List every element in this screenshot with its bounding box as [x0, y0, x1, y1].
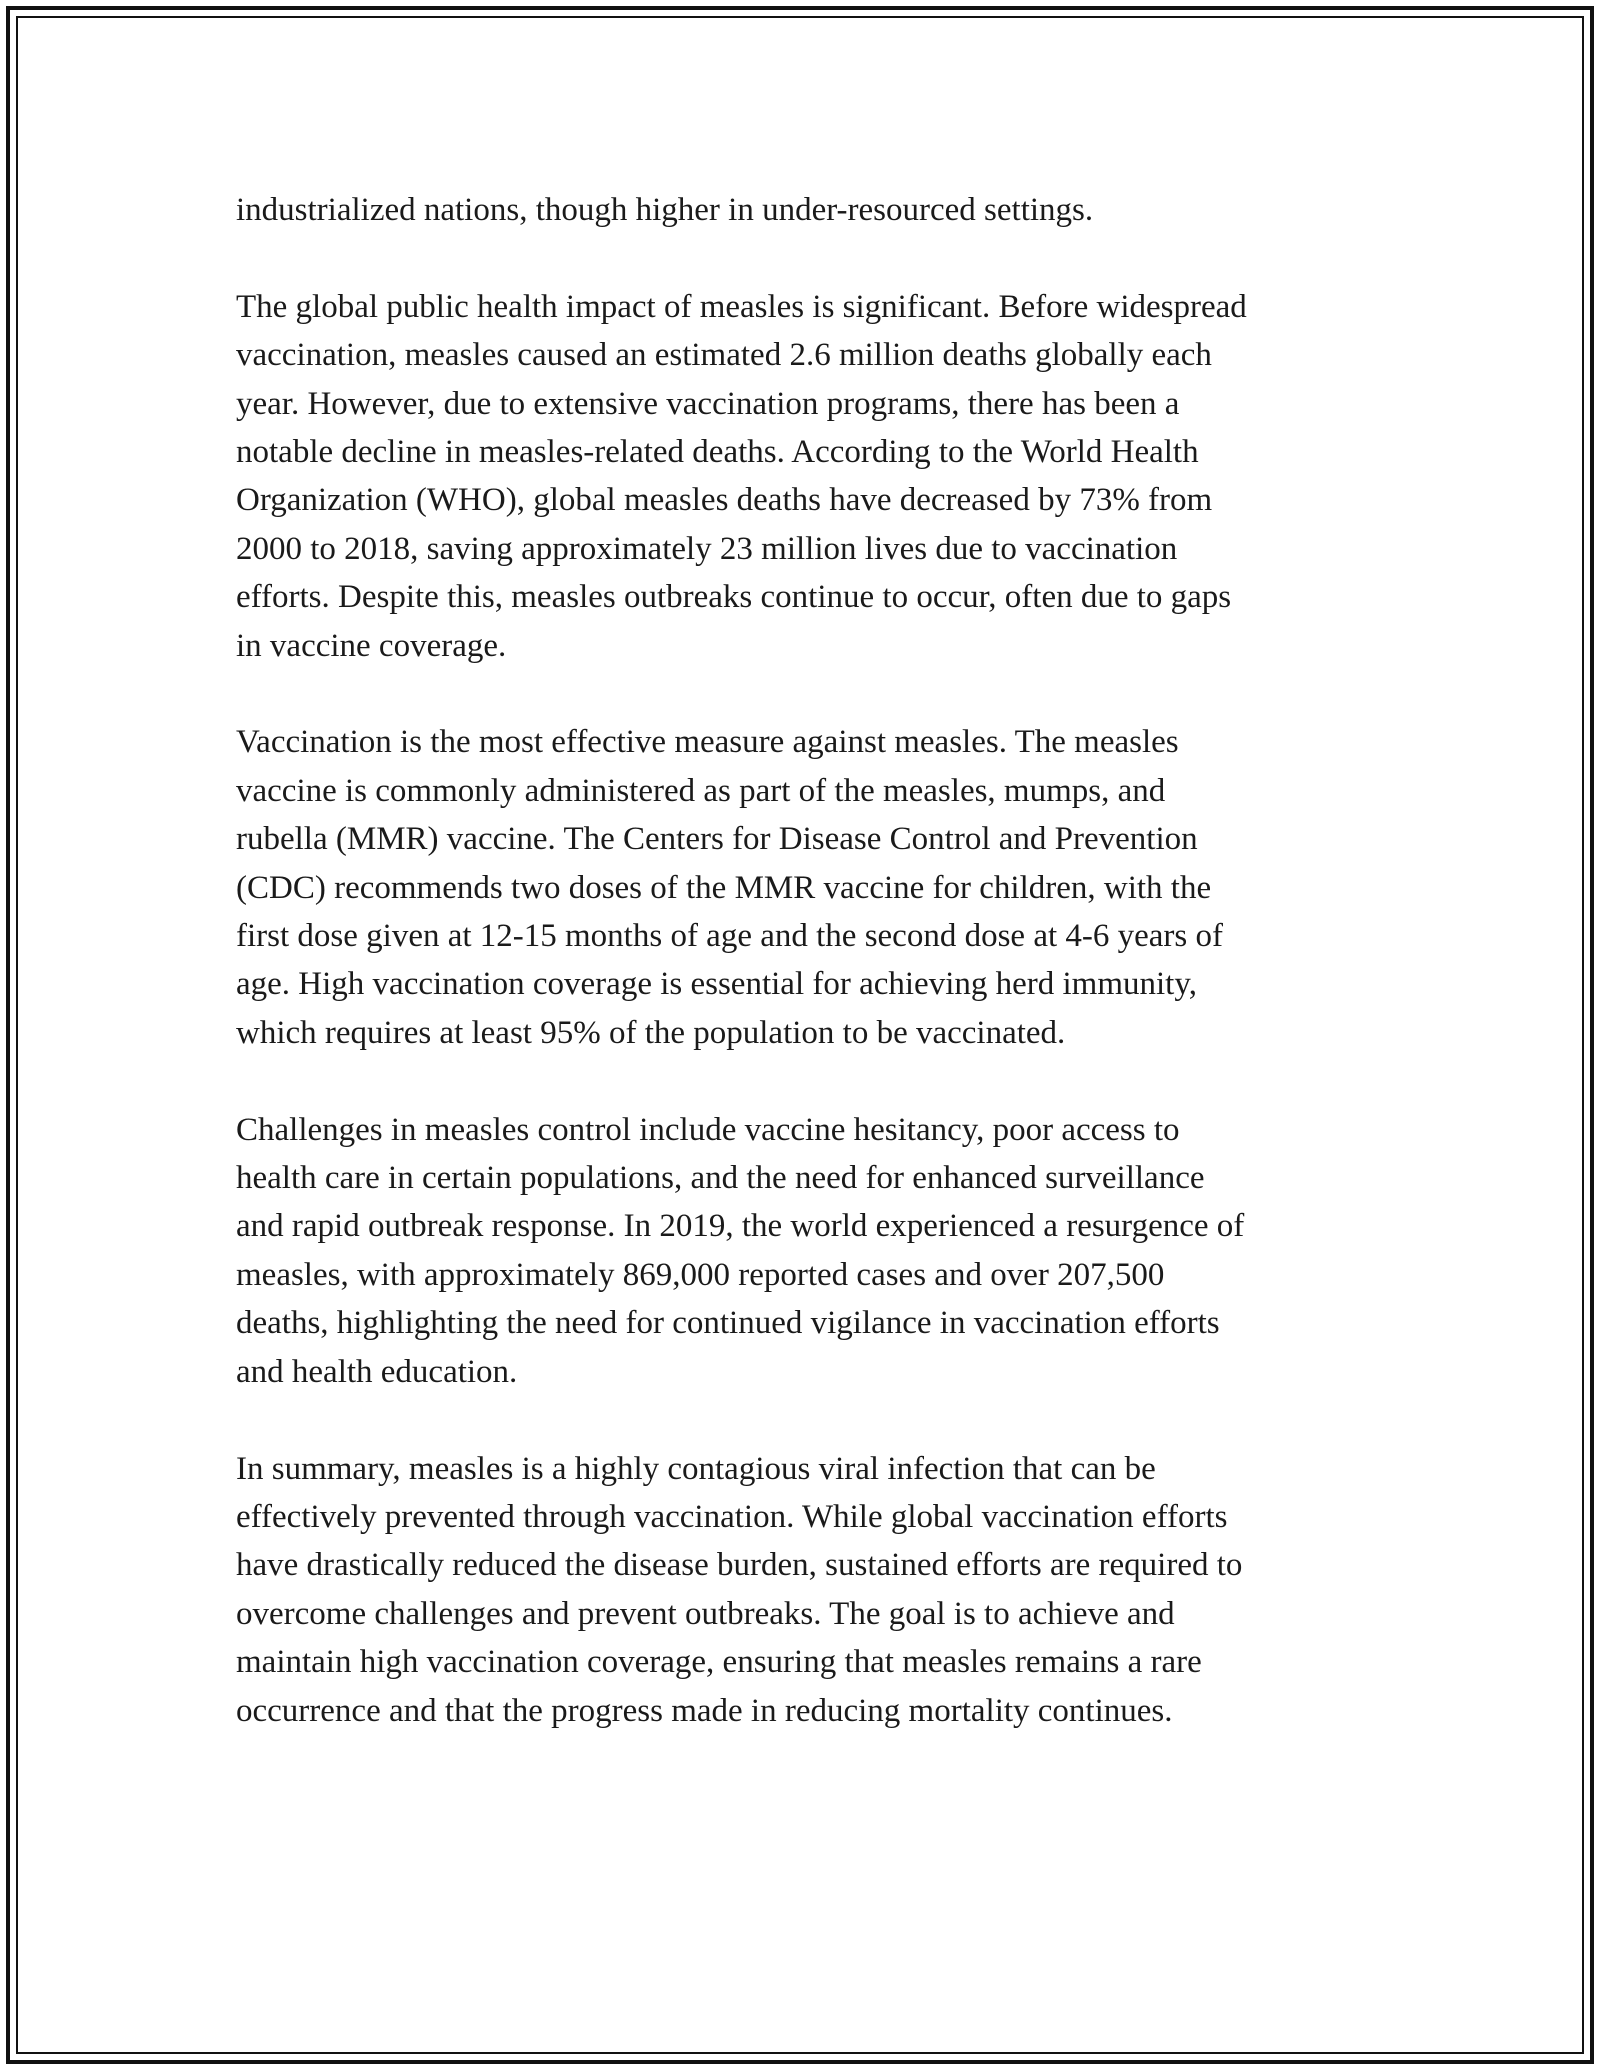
paragraph-4	[236, 1106, 1386, 1396]
text-line: vaccination, measles caused an estimated 2.6 million deaths globally each	[236, 337, 1212, 374]
text-line: overcome challenges and prevent outbreaks. The goal is to achieve and	[236, 1595, 1175, 1632]
text-line: Vaccination is the most effective measure against measles. The measles	[236, 724, 1179, 761]
text-line: vaccine is commonly administered as part of the measles, mumps, and	[236, 772, 1166, 809]
text-line: industrialized nations, though higher in under-resourced settings.	[236, 192, 1094, 228]
text-line: year. However, due to extensive vaccination programs, there has been a	[236, 385, 1180, 422]
text-line: occurrence and that the progress made in reducing mortality continues.	[236, 1692, 1173, 1729]
text-line: measles, with approximately 869,000 reported cases and over 207,500	[236, 1256, 1165, 1293]
text-line: (CDC) recommends two doses of the MMR vaccine for children, with the	[236, 869, 1212, 906]
text-line: and health education.	[236, 1353, 518, 1390]
text-line: which requires at least 95% of the population to be vaccinated.	[236, 1014, 1066, 1051]
text-line: in vaccine coverage.	[236, 627, 507, 664]
text-line: In summary, measles is a highly contagious viral infection that can be	[236, 1450, 1156, 1487]
text-line: effectively prevented through vaccination. While global vaccination efforts	[236, 1498, 1228, 1535]
text-line: first dose given at 12-15 months of age and the second dose at 4-6 years of	[236, 918, 1223, 955]
paragraph-2	[236, 283, 1386, 670]
text-line: deaths, highlighting the need for continued vigilance in vaccination efforts	[236, 1305, 1220, 1342]
text-line: Organization (WHO), global measles deaths have decreased by 73% from	[236, 482, 1213, 519]
paragraph-1	[236, 186, 1386, 234]
text-line: and rapid outbreak response. In 2019, the world experienced a resurgence of	[236, 1208, 1245, 1245]
text-line: The global public health impact of measles is significant. Before widespread	[236, 288, 1247, 325]
text-line: age. High vaccination coverage is essential for achieving herd immunity,	[236, 966, 1197, 1003]
text-line: 2000 to 2018, saving approximately 23 million lives due to vaccination	[236, 530, 1178, 567]
text-line: have drastically reduced the disease burden, sustained efforts are required to	[236, 1547, 1243, 1584]
paragraph-5	[236, 1445, 1386, 1735]
text-line: health care in certain populations, and the need for enhanced surveillance	[236, 1160, 1205, 1197]
text-line: notable decline in measles-related deaths. According to the World Health	[236, 434, 1199, 471]
text-line: rubella (MMR) vaccine. The Centers for Disease Control and Prevention	[236, 821, 1198, 858]
paragraph-3	[236, 718, 1386, 1057]
text-line: maintain high vaccination coverage, ensuring that measles remains a rare	[236, 1644, 1202, 1681]
document-body	[236, 186, 1386, 1783]
text-line: efforts. Despite this, measles outbreaks continue to occur, often due to gaps	[236, 579, 1232, 616]
text-line: Challenges in measles control include vaccine hesitancy, poor access to	[236, 1111, 1180, 1148]
